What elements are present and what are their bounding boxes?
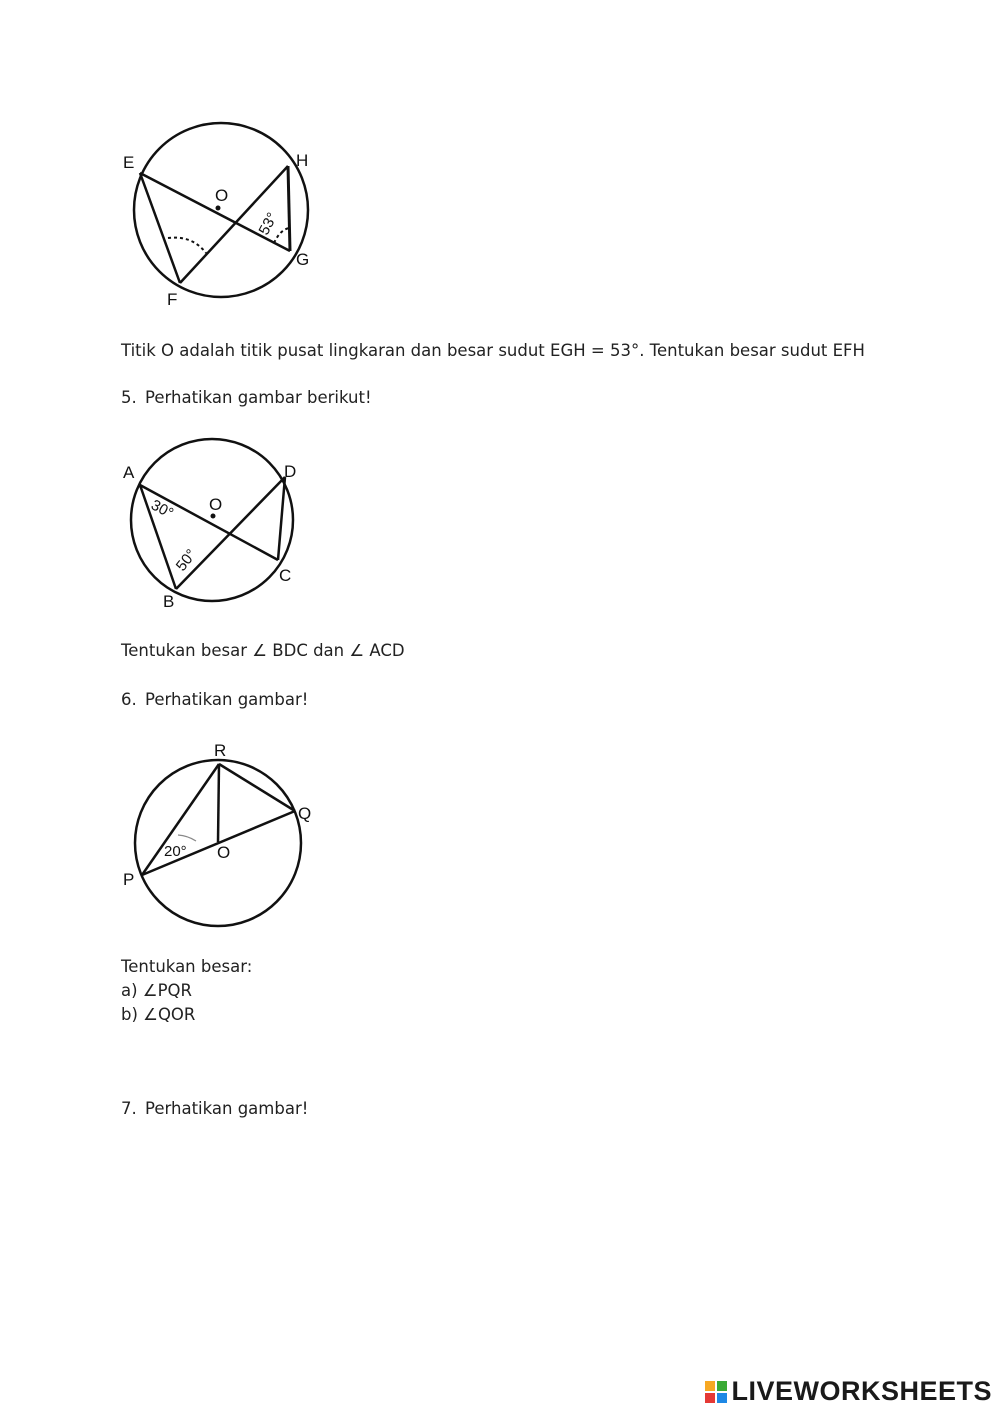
- logo-square-4: [717, 1393, 727, 1403]
- angle-arc-rpo: [178, 835, 196, 841]
- question-6-task-intro: Tentukan besar:: [121, 957, 253, 976]
- logo-square-2: [717, 1381, 727, 1391]
- label-O: O: [217, 843, 231, 862]
- question-5-prompt-text: Perhatikan gambar berikut!: [145, 388, 372, 407]
- question-6-prompt: [121, 688, 308, 712]
- question-7-number: 7.: [121, 1099, 137, 1118]
- label-O: O: [215, 186, 229, 205]
- angle-label-30: 30°: [148, 496, 177, 523]
- question-5-number: 5.: [121, 388, 137, 407]
- logo-square-3: [705, 1393, 715, 1403]
- center-point: [211, 514, 216, 519]
- question-7-prompt-text: Perhatikan gambar!: [145, 1099, 309, 1118]
- circle-outline: [134, 123, 308, 297]
- chord-HG: [288, 166, 290, 251]
- question-6-part-b: b) ∠QOR: [121, 1005, 196, 1024]
- radius-OR: [218, 764, 219, 842]
- label-H: H: [296, 151, 309, 170]
- chord-DC: [278, 477, 285, 560]
- logo-text: LIVEWORKSHEETS: [731, 1376, 992, 1406]
- chord-BD: [176, 477, 285, 589]
- center-point: [216, 206, 221, 211]
- liveworksheets-logo: [705, 1376, 992, 1407]
- figure-1-circle-diagram: [110, 110, 330, 315]
- angle-label-50: 50°: [172, 546, 201, 575]
- angle-arc-egh: [274, 228, 289, 243]
- label-F: F: [167, 290, 178, 309]
- logo-square-1: [705, 1381, 715, 1391]
- question-5-prompt: [121, 386, 372, 410]
- label-R: R: [214, 741, 227, 760]
- label-B: B: [163, 592, 175, 611]
- angle-label-53: 53°: [255, 209, 282, 238]
- label-A: A: [123, 463, 135, 482]
- label-E: E: [123, 153, 135, 172]
- question-7-prompt: [121, 1097, 308, 1121]
- label-D: D: [284, 462, 297, 481]
- question-6-prompt-text: Perhatikan gambar!: [145, 690, 309, 709]
- question-6-part-a: a) ∠PQR: [121, 981, 192, 1000]
- circle-outline: [131, 439, 293, 601]
- label-O: O: [209, 495, 223, 514]
- angle-arc-efh: [168, 238, 206, 253]
- label-C: C: [279, 566, 292, 585]
- label-G: G: [296, 250, 310, 269]
- logo-mark-icon: [705, 1381, 727, 1403]
- figure-3-circle-diagram: [115, 735, 325, 935]
- question-4-text: Titik O adalah titik pusat lingkaran dan besar sudut EGH = 53°. Tentukan besar sudut EFH: [121, 341, 865, 360]
- question-6-number: 6.: [121, 690, 137, 709]
- label-Q: Q: [298, 804, 312, 823]
- angle-label-20: 20°: [164, 843, 187, 860]
- figure-2-circle-diagram: [115, 430, 325, 615]
- label-P: P: [123, 870, 135, 889]
- question-5-task: Tentukan besar ∠ BDC dan ∠ ACD: [121, 641, 405, 660]
